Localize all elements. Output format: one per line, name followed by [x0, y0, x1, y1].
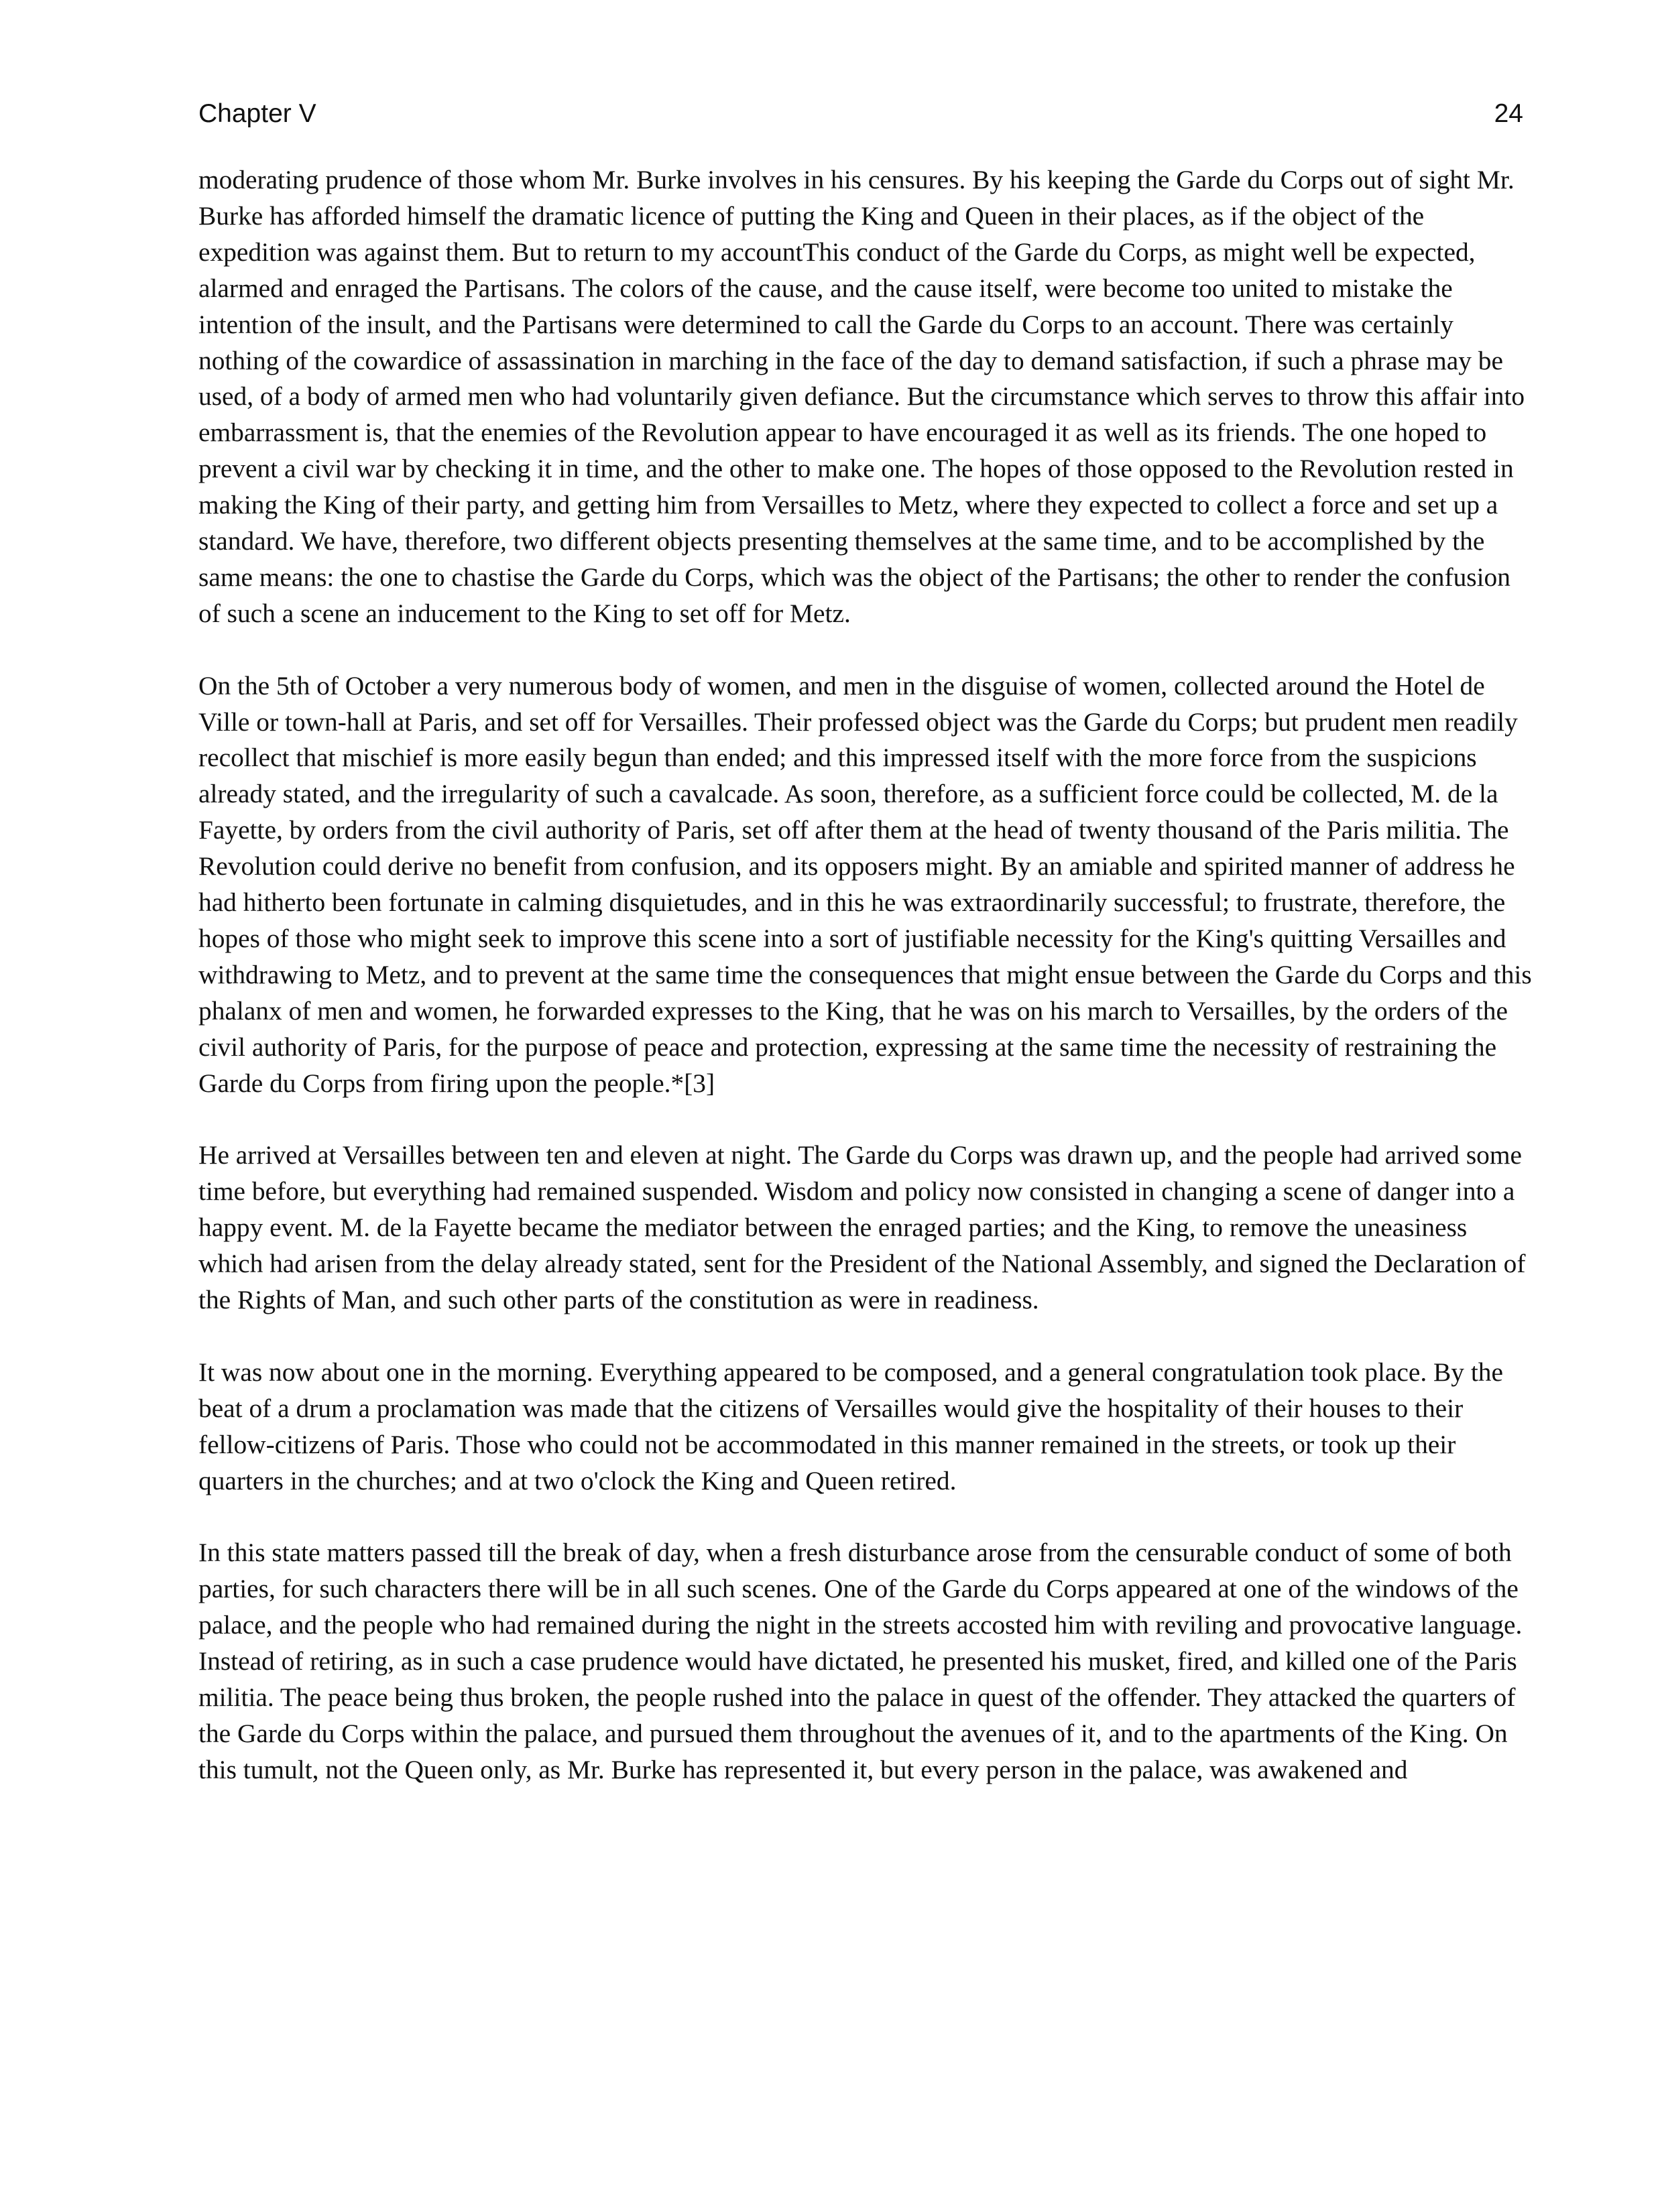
page-header — [198, 99, 1523, 139]
body-text — [198, 162, 1533, 1788]
paragraph-3: He arrived at Versailles between ten and eleven at night. The Garde du Corps was drawn up, and the people had arrived some time before, but everything had remained suspended. Wisdom and policy now consisted in changing a scene of danger into a happy event. M. de la Fayette became the mediator between the enraged parties; and the King, to remove the uneasiness which had arisen from the delay already stated, sent for the President of the National Assembly, and signed the Declaration of the Rights of Man, and such other parts of the constitution as were in readiness. — [198, 1140, 1526, 1315]
page-number: 24 — [1494, 99, 1523, 128]
paragraph-1: moderating prudence of those whom Mr. Burke involves in his censures. By his keeping the Garde du Corps out of sight Mr. Burke has afforded himself the dramatic licence of putting the King and Queen in their places, as if the object of the expedition was against them. But to return to my accountThis conduct of the Garde du Corps, as might well be expected, alarmed and enraged the Partisans. The colors of the cause, and the cause itself, were become too united to mistake the intention of the insult, and the Partisans were determined to call the Garde du Corps to an account. There was certainly nothing of the cowardice of assassination in marching in the face of the day to demand satisfaction, if such a phrase may be used, of a body of armed men who had voluntarily given defiance. But the circumstance which serves to throw this affair into embarrassment is, that the enemies of the Revolution appear to have encouraged it as well as its friends. The one hoped to prevent a civil war by checking it in time, and the other to make one. The hopes of those opposed to the Revolution rested in making the King of their party, and getting him from Versailles to Metz, where they expected to collect a force and set up a standard. We have, therefore, two different objects presenting themselves at the same time, and to be accomplished by the same means: the one to chastise the Garde du Corps, which was the object of the Partisans; the other to render the confusion of such a scene an inducement to the King to set off for Metz. — [198, 165, 1525, 628]
paragraph-5: In this state matters passed till the break of day, when a fresh disturbance arose from the censurable conduct of some of both parties, for such characters there will be in all such scenes. One of the Garde du Corps appeared at one of the windows of the palace, and the people who had remained during the night in the streets accosted him with reviling and provocative language. Instead of retiring, as in such a case prudence would have dictated, he presented his musket, fired, and killed one of the Paris militia. The peace being thus broken, the people rushed into the palace in quest of the offender. They attacked the quarters of the Garde du Corps within the palace, and pursued them throughout the avenues of it, and to the apartments of the King. On this tumult, not the Queen only, as Mr. Burke has represented it, but every person in the palace, was awakened and — [198, 1538, 1523, 1784]
paragraph-2: On the 5th of October a very numerous body of women, and men in the disguise of women, collected around the Hotel de Ville or town-hall at Paris, and set off for Versailles. Their professed object was the Garde du Corps; but prudent men readily recollect that mischief is more easily begun than ended; and this impressed itself with the more force from the suspicions already stated, and the irregularity of such a cavalcade. As soon, therefore, as a sufficient force could be collected, M. de la Fayette, by orders from the civil authority of Paris, set off after them at the head of twenty thousand of the Paris militia. The Revolution could derive no benefit from confusion, and its opposers might. By an amiable and spirited manner of address he had hitherto been fortunate in calming disquietudes, and in this he was extraordinarily successful; to frustrate, therefore, the hopes of those who might seek to improve this scene into a sort of justifiable necessity for the King's quitting Versailles and withdrawing to Metz, and to prevent at the same time the consequences that might ensue between the Garde du Corps and this phalanx of men and women, he forwarded expresses to the King, that he was on his march to Versailles, by the orders of the civil authority of Paris, for the purpose of peace and protection, expressing at the same time the necessity of restraining the Garde du Corps from firing upon the people.*[3] — [198, 670, 1532, 1098]
chapter-title: Chapter V — [198, 99, 316, 128]
paragraph-4: It was now about one in the morning. Everything appeared to be composed, and a general congratulation took place. By the beat of a drum a proclamation was made that the citizens of Versailles would give the hospitality of their houses to their fellow-citizens of Paris. Those who could not be accommodated in this manner remained in the streets, or took up their quarters in the churches; and at two o'clock the King and Queen retired. — [198, 1357, 1503, 1495]
